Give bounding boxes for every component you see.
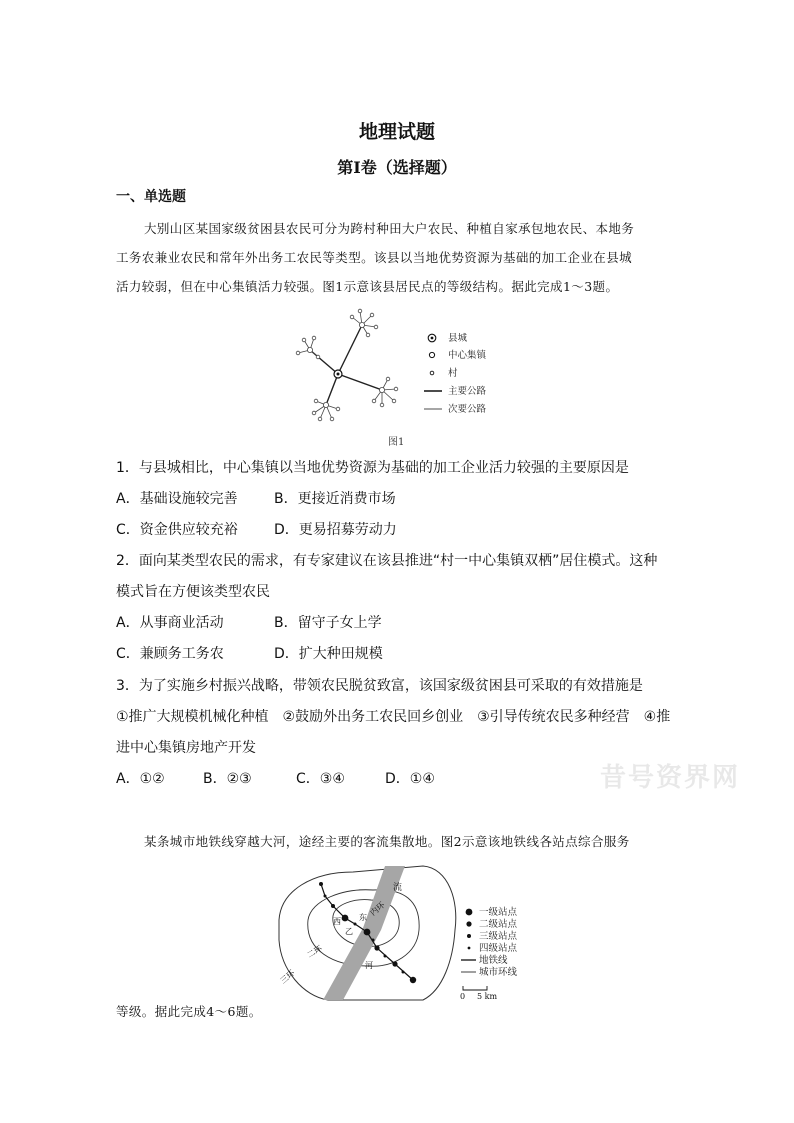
question-1-option-b[interactable]: B．更接近消费市场 — [274, 491, 396, 507]
legend-secondary-road: 次要公路 — [448, 404, 487, 415]
legend-town-symbol — [429, 352, 434, 357]
station-level-2 — [374, 945, 379, 950]
question-1-option-a[interactable]: A．基础设施较完善 — [116, 491, 238, 507]
page-subtitle: 第I卷（选择题） — [337, 158, 457, 177]
question-1-option-d[interactable]: D．更易招募劳动力 — [274, 522, 397, 538]
question-1-options-row-1 — [116, 488, 676, 508]
legend-county-dot — [431, 337, 434, 340]
legend-village-symbol — [430, 371, 434, 375]
label-inner-ring: 内环 — [368, 900, 387, 918]
passage2-line-2: 等级。据此完成4～6题。 — [116, 1004, 262, 1019]
station-level-3 — [319, 882, 323, 886]
passage1-line-1: 大别山区某国家级贫困县农民可分为跨村种田大户农民、种植自家承包地农民、本地务 — [144, 221, 635, 236]
label-west: 西 — [333, 917, 341, 926]
question-2-options-row-2 — [116, 643, 676, 663]
passage1-line-3: 活力较弱，但在中心集镇活力较强。图1示意该县居民点的等级结构。据此完成1～3题。 — [116, 279, 619, 294]
question-2-stem-line-1: 2．面向某类型农民的需求，有专家建议在该县推进“村一中心集镇双栖”居住模式。这种 — [116, 553, 658, 569]
figure1-caption: 图1 — [388, 437, 405, 448]
legend-main-road: 主要公路 — [448, 386, 487, 397]
label-third-ring: 三环 — [278, 968, 297, 986]
section-heading: 一、单选题 — [116, 189, 186, 205]
legend-subway: 地铁线 — [479, 955, 508, 966]
question-2-option-c[interactable]: C．兼顾务工务农 — [116, 646, 224, 662]
station-level-4 — [372, 939, 375, 942]
town-cluster-southwest — [312, 399, 340, 421]
legend-level1-symbol — [466, 909, 473, 916]
river-label-top: 流 — [393, 883, 403, 893]
legend-level3: 三级站点 — [479, 931, 518, 942]
legend-level2: 二级站点 — [479, 919, 518, 930]
scale-bar — [463, 986, 487, 990]
question-3-options-row — [116, 768, 676, 788]
main-road — [338, 374, 382, 390]
question-1-stem: 1．与县城相比，中心集镇以当地优势资源为基础的加工企业活力较强的主要原因是 — [116, 460, 629, 476]
town-cluster-southeast — [372, 377, 398, 407]
question-3-stem-line-2: ①推广大规模机械化种植 ②鼓励外出务工农民回乡创业 ③引导传统农民多种经营 ④推 — [116, 709, 671, 725]
question-3-option-b[interactable]: B．②③ — [203, 771, 252, 787]
label-b: 乙 — [345, 927, 353, 936]
county-seat-dot — [337, 373, 340, 376]
question-2-option-a[interactable]: A．从事商业活动 — [116, 615, 224, 631]
river-label: 河 — [365, 961, 373, 970]
question-2-option-b[interactable]: B．留守子女上学 — [274, 615, 382, 631]
scale-zero: 0 — [460, 992, 466, 1001]
station-level-4 — [384, 955, 387, 958]
question-3-stem-line-3: 进中心集镇房地产开发 — [116, 740, 256, 756]
town-cluster-west — [296, 336, 320, 359]
question-2-stem-line-2: 模式旨在方便该类型农民 — [116, 584, 270, 600]
question-2-options-row-1 — [116, 612, 676, 632]
legend-level1: 一级站点 — [479, 907, 518, 918]
legend-level3-symbol — [467, 934, 471, 938]
station-level-1 — [342, 915, 349, 922]
legend-level2-symbol — [466, 921, 471, 926]
figure2-map — [273, 860, 533, 1005]
legend-level4: 四级站点 — [479, 943, 518, 954]
watermark: 昔号资界网 — [600, 763, 741, 793]
page-title: 地理试题 — [358, 121, 435, 143]
question-3-option-d[interactable]: D．①④ — [385, 771, 435, 787]
question-3-option-a[interactable]: A．①② — [116, 771, 165, 787]
legend-county: 县城 — [448, 333, 468, 344]
question-2-option-d[interactable]: D．扩大种田规模 — [274, 646, 383, 662]
scale-distance: 5 km — [477, 992, 498, 1001]
question-3-stem-line-1: 3．为了实施乡村振兴战略，带领农民脱贫致富，该国家级贫困县可采取的有效措施是 — [116, 678, 643, 694]
legend-village: 村 — [448, 368, 458, 379]
station-level-4 — [354, 923, 357, 926]
figure2 — [273, 860, 533, 1005]
passage1-line-2: 工务农兼业农民和常年外出务工农民等类型。该县以当地优势资源为基础的加工企业在县城 — [116, 250, 633, 265]
station-level-2 — [392, 961, 397, 966]
figure1 — [290, 305, 530, 445]
legend-ring: 城市环线 — [479, 967, 518, 978]
main-road — [326, 374, 338, 405]
label-east: 东 — [359, 913, 367, 922]
main-road — [338, 325, 362, 374]
station-level-1 — [410, 977, 416, 983]
legend-level4-symbol — [468, 947, 471, 950]
station-level-3 — [331, 904, 335, 908]
question-1-options-row-2 — [116, 519, 676, 539]
passage2-line-1: 某条城市地铁线穿越大河，途经主要的客流集散地。图2示意该地铁线各站点综合服务 — [144, 834, 630, 849]
question-3-option-c[interactable]: C．③④ — [296, 771, 345, 787]
legend-town: 中心集镇 — [448, 350, 487, 361]
station-level-1 — [364, 929, 371, 936]
figure1-diagram — [290, 305, 530, 445]
station-level-4 — [324, 895, 327, 898]
question-1-option-c[interactable]: C．资金供应较充裕 — [116, 522, 238, 538]
town-cluster-north — [350, 309, 378, 337]
station-level-4 — [402, 971, 405, 974]
label-second-ring: 二环 — [305, 943, 324, 960]
